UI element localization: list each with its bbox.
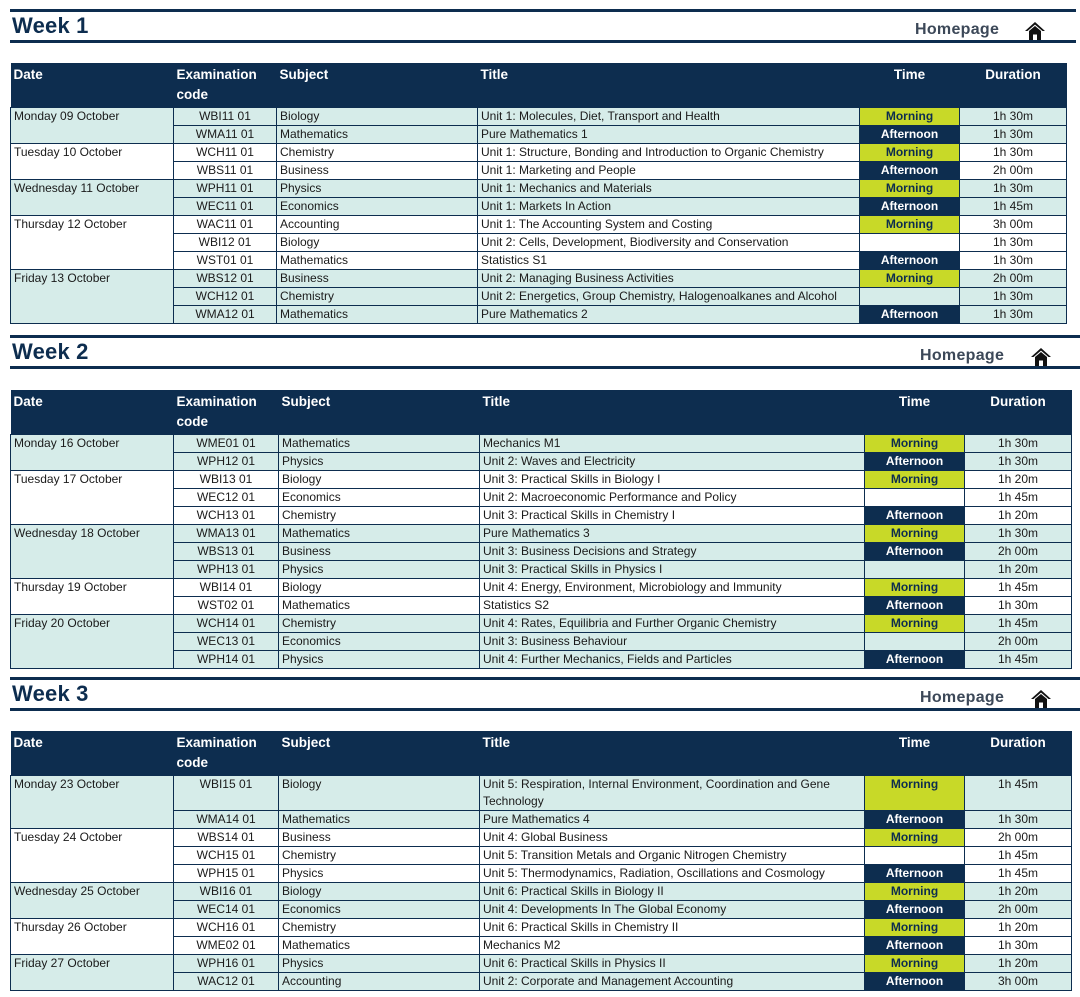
exam-duration: 1h 30m [960,126,1067,144]
exam-subject: Business [277,162,478,180]
exam-duration: 1h 20m [965,919,1072,937]
header-title: Title [478,63,860,108]
exam-title: Unit 4: Global Business [480,829,865,847]
header-time: Time [865,390,965,435]
table-row [11,525,1072,543]
exam-code: WST02 01 [174,597,279,615]
exam-subject: Economics [277,198,478,216]
exam-date: Wednesday 25 October [11,883,174,919]
session-badge: Afternoon [860,126,960,144]
session-badge: Morning [865,471,965,489]
exam-date: Thursday 26 October [11,919,174,955]
exam-table [10,731,1072,991]
home-icon[interactable] [1030,689,1052,709]
session-badge: Morning [860,216,960,234]
exam-title: Unit 1: Markets In Action [478,198,860,216]
exam-subject: Mathematics [279,811,480,829]
exam-code: WEC13 01 [174,633,279,651]
exam-code: WCH16 01 [174,919,279,937]
exam-duration: 1h 30m [965,453,1072,471]
header-duration: Duration [965,390,1072,435]
exam-code: WEC12 01 [174,489,279,507]
exam-date: Tuesday 17 October [11,471,174,525]
homepage-link[interactable]: Homepage [915,21,1000,38]
home-icon[interactable] [1030,347,1052,367]
exam-subject: Mathematics [279,937,480,955]
exam-subject: Chemistry [279,615,480,633]
header-code: Examination code [174,390,279,435]
session-badge: Morning [865,883,965,901]
exam-subject: Business [279,829,480,847]
exam-title: Unit 2: Waves and Electricity [480,453,865,471]
session-badge: Morning [865,579,965,597]
exam-title: Unit 2: Corporate and Management Accounting [480,973,865,991]
exam-subject: Chemistry [279,507,480,525]
exam-code: WBS14 01 [174,829,279,847]
session-badge: Afternoon [865,543,965,561]
session-badge: Afternoon [865,507,965,525]
exam-subject: Physics [277,180,478,198]
table-row [11,144,1067,162]
table-row [11,919,1072,937]
table-row [11,216,1067,234]
session-badge: Morning [860,108,960,126]
exam-title: Unit 1: Molecules, Diet, Transport and Health [478,108,860,126]
exam-table [10,390,1072,669]
exam-code: WAC11 01 [174,216,277,234]
header-title: Title [480,390,865,435]
exam-title: Unit 4: Further Mechanics, Fields and Particles [480,651,865,669]
exam-subject: Physics [279,955,480,973]
header-duration: Duration [965,731,1072,776]
header-date: Date [11,390,174,435]
session-badge: Afternoon [860,162,960,180]
exam-title: Unit 3: Practical Skills in Biology I [480,471,865,489]
exam-subject: Physics [279,453,480,471]
exam-duration: 2h 00m [965,829,1072,847]
exam-code: WEC14 01 [174,901,279,919]
exam-duration: 1h 45m [965,847,1072,865]
header-subject: Subject [279,731,480,776]
exam-code: WBS11 01 [174,162,277,180]
exam-subject: Mathematics [277,252,478,270]
session-badge: Morning [860,270,960,288]
session-badge: Afternoon [860,252,960,270]
session-badge: Afternoon [860,198,960,216]
exam-subject: Biology [277,108,478,126]
table-row [11,471,1072,489]
session-badge [865,633,965,651]
exam-duration: 2h 00m [965,901,1072,919]
table-row [11,955,1072,973]
exam-code: WCH11 01 [174,144,277,162]
exam-title: Pure Mathematics 1 [478,126,860,144]
exam-duration: 2h 00m [965,543,1072,561]
exam-date: Thursday 19 October [11,579,174,615]
exam-subject: Chemistry [277,288,478,306]
exam-duration: 1h 20m [965,471,1072,489]
exam-code: WPH13 01 [174,561,279,579]
header-subject: Subject [279,390,480,435]
header-code: Examination code [174,63,277,108]
exam-subject: Biology [279,883,480,901]
home-icon[interactable] [1024,21,1046,41]
exam-code: WCH13 01 [174,507,279,525]
header-date: Date [11,63,174,108]
exam-date: Wednesday 18 October [11,525,174,579]
exam-subject: Chemistry [277,144,478,162]
exam-title: Mechanics M1 [480,435,865,453]
session-badge [860,288,960,306]
session-badge [865,489,965,507]
session-badge: Morning [860,180,960,198]
exam-title: Unit 1: The Accounting System and Costing [478,216,860,234]
exam-title: Unit 6: Practical Skills in Physics II [480,955,865,973]
exam-subject: Mathematics [277,306,478,324]
exam-code: WMA13 01 [174,525,279,543]
exam-date: Monday 16 October [11,435,174,471]
session-badge: Morning [860,144,960,162]
exam-subject: Biology [279,776,480,811]
exam-duration: 1h 30m [965,525,1072,543]
exam-duration: 1h 45m [965,865,1072,883]
exam-title: Unit 4: Rates, Equilibria and Further Organic Chemistry [480,615,865,633]
exam-duration: 1h 30m [965,435,1072,453]
exam-title: Unit 2: Energetics, Group Chemistry, Halogenoalkanes and Alcohol [478,288,860,306]
homepage-link[interactable]: Homepage [920,347,1005,364]
exam-date: Tuesday 24 October [11,829,174,883]
exam-date: Wednesday 11 October [11,180,174,216]
header-time: Time [865,731,965,776]
exam-duration: 2h 00m [960,162,1067,180]
exam-duration: 1h 45m [965,776,1072,811]
exam-title: Unit 1: Structure, Bonding and Introduction to Organic Chemistry [478,144,860,162]
exam-duration: 1h 45m [965,651,1072,669]
exam-code: WMA11 01 [174,126,277,144]
session-badge: Afternoon [865,973,965,991]
exam-code: WBI15 01 [174,776,279,811]
session-badge: Morning [865,955,965,973]
exam-subject: Business [277,270,478,288]
exam-code: WPH11 01 [174,180,277,198]
exam-title: Statistics S2 [480,597,865,615]
exam-code: WAC12 01 [174,973,279,991]
exam-title: Unit 3: Business Behaviour [480,633,865,651]
header-title: Title [480,731,865,776]
exam-code: WBS12 01 [174,270,277,288]
exam-code: WCH14 01 [174,615,279,633]
exam-duration: 1h 45m [965,579,1072,597]
session-badge: Afternoon [865,865,965,883]
exam-duration: 2h 00m [965,633,1072,651]
session-badge [865,561,965,579]
header-duration: Duration [960,63,1067,108]
exam-duration: 2h 00m [960,270,1067,288]
table-row [11,579,1072,597]
header-date: Date [11,731,174,776]
exam-duration: 3h 00m [965,973,1072,991]
week-title: Week 1 [12,13,89,38]
exam-date: Friday 27 October [11,955,174,991]
exam-date: Tuesday 10 October [11,144,174,180]
header-code: Examination code [174,731,279,776]
session-badge: Morning [865,435,965,453]
exam-duration: 1h 30m [960,252,1067,270]
exam-duration: 1h 30m [960,108,1067,126]
exam-code: WCH12 01 [174,288,277,306]
table-row [11,829,1072,847]
exam-subject: Mathematics [277,126,478,144]
exam-duration: 1h 20m [965,883,1072,901]
exam-subject: Mathematics [279,435,480,453]
homepage-link[interactable]: Homepage [920,689,1005,706]
header-time: Time [860,63,960,108]
exam-duration: 1h 20m [965,955,1072,973]
exam-duration: 1h 30m [960,234,1067,252]
exam-duration: 1h 45m [960,198,1067,216]
exam-title: Unit 6: Practical Skills in Chemistry II [480,919,865,937]
exam-code: WPH14 01 [174,651,279,669]
exam-title: Pure Mathematics 4 [480,811,865,829]
exam-title: Unit 3: Practical Skills in Physics I [480,561,865,579]
session-badge: Afternoon [860,306,960,324]
session-badge: Morning [865,776,965,811]
exam-duration: 1h 30m [960,180,1067,198]
exam-duration: 1h 30m [965,811,1072,829]
exam-title: Unit 3: Business Decisions and Strategy [480,543,865,561]
exam-code: WMA14 01 [174,811,279,829]
session-badge: Morning [865,525,965,543]
exam-code: WME01 01 [174,435,279,453]
session-badge: Morning [865,829,965,847]
exam-title: Unit 2: Macroeconomic Performance and Policy [480,489,865,507]
exam-code: WEC11 01 [174,198,277,216]
exam-duration: 1h 30m [960,288,1067,306]
session-badge: Afternoon [865,811,965,829]
exam-title: Pure Mathematics 2 [478,306,860,324]
exam-subject: Physics [279,651,480,669]
header-subject: Subject [277,63,478,108]
exam-subject: Biology [279,471,480,489]
exam-date: Monday 09 October [11,108,174,144]
exam-subject: Chemistry [279,919,480,937]
exam-title: Unit 4: Energy, Environment, Microbiology and Immunity [480,579,865,597]
exam-subject: Physics [279,561,480,579]
exam-subject: Mathematics [279,525,480,543]
exam-title: Unit 6: Practical Skills in Biology II [480,883,865,901]
exam-title: Unit 4: Developments In The Global Economy [480,901,865,919]
table-row [11,883,1072,901]
exam-subject: Physics [279,865,480,883]
exam-date: Thursday 12 October [11,216,174,270]
exam-duration: 1h 30m [960,144,1067,162]
exam-subject: Economics [279,489,480,507]
exam-duration: 1h 30m [960,306,1067,324]
exam-title: Unit 1: Marketing and People [478,162,860,180]
exam-title: Unit 5: Respiration, Internal Environment, Coordination and Gene Technology [480,776,865,811]
exam-title: Unit 2: Managing Business Activities [478,270,860,288]
exam-title: Unit 2: Cells, Development, Biodiversity and Conservation [478,234,860,252]
exam-title: Mechanics M2 [480,937,865,955]
exam-table [10,63,1067,324]
exam-duration: 1h 30m [965,937,1072,955]
exam-code: WBI11 01 [174,108,277,126]
exam-subject: Biology [279,579,480,597]
exam-title: Unit 1: Mechanics and Materials [478,180,860,198]
exam-duration: 3h 00m [960,216,1067,234]
exam-subject: Business [279,543,480,561]
exam-title: Unit 5: Thermodynamics, Radiation, Oscillations and Cosmology [480,865,865,883]
exam-code: WBI14 01 [174,579,279,597]
exam-code: WBI16 01 [174,883,279,901]
exam-subject: Accounting [277,216,478,234]
exam-code: WPH15 01 [174,865,279,883]
exam-code: WMA12 01 [174,306,277,324]
exam-code: WPH12 01 [174,453,279,471]
session-badge: Morning [865,919,965,937]
table-row [11,108,1067,126]
exam-title: Statistics S1 [478,252,860,270]
exam-code: WBI12 01 [174,234,277,252]
session-badge [865,847,965,865]
exam-subject: Biology [277,234,478,252]
exam-subject: Economics [279,901,480,919]
exam-subject: Economics [279,633,480,651]
exam-code: WPH16 01 [174,955,279,973]
exam-code: WCH15 01 [174,847,279,865]
session-badge [860,234,960,252]
exam-code: WBI13 01 [174,471,279,489]
exam-code: WST01 01 [174,252,277,270]
exam-code: WME02 01 [174,937,279,955]
exam-duration: 1h 30m [965,597,1072,615]
week-title: Week 3 [12,681,89,706]
exam-duration: 1h 20m [965,561,1072,579]
week-title: Week 2 [12,339,89,364]
session-badge: Afternoon [865,453,965,471]
exam-code: WBS13 01 [174,543,279,561]
exam-subject: Mathematics [279,597,480,615]
table-row [11,435,1072,453]
table-row [11,270,1067,288]
exam-duration: 1h 45m [965,489,1072,507]
exam-duration: 1h 20m [965,507,1072,525]
session-badge: Afternoon [865,597,965,615]
table-row [11,615,1072,633]
exam-date: Friday 20 October [11,615,174,669]
exam-subject: Accounting [279,973,480,991]
session-badge: Afternoon [865,937,965,955]
exam-subject: Chemistry [279,847,480,865]
exam-title: Unit 3: Practical Skills in Chemistry I [480,507,865,525]
session-badge: Morning [865,615,965,633]
exam-duration: 1h 45m [965,615,1072,633]
exam-title: Pure Mathematics 3 [480,525,865,543]
exam-date: Monday 23 October [11,776,174,829]
table-row [11,180,1067,198]
table-row [11,776,1072,811]
session-badge: Afternoon [865,651,965,669]
exam-date: Friday 13 October [11,270,174,324]
session-badge: Afternoon [865,901,965,919]
exam-title: Unit 5: Transition Metals and Organic Nitrogen Chemistry [480,847,865,865]
